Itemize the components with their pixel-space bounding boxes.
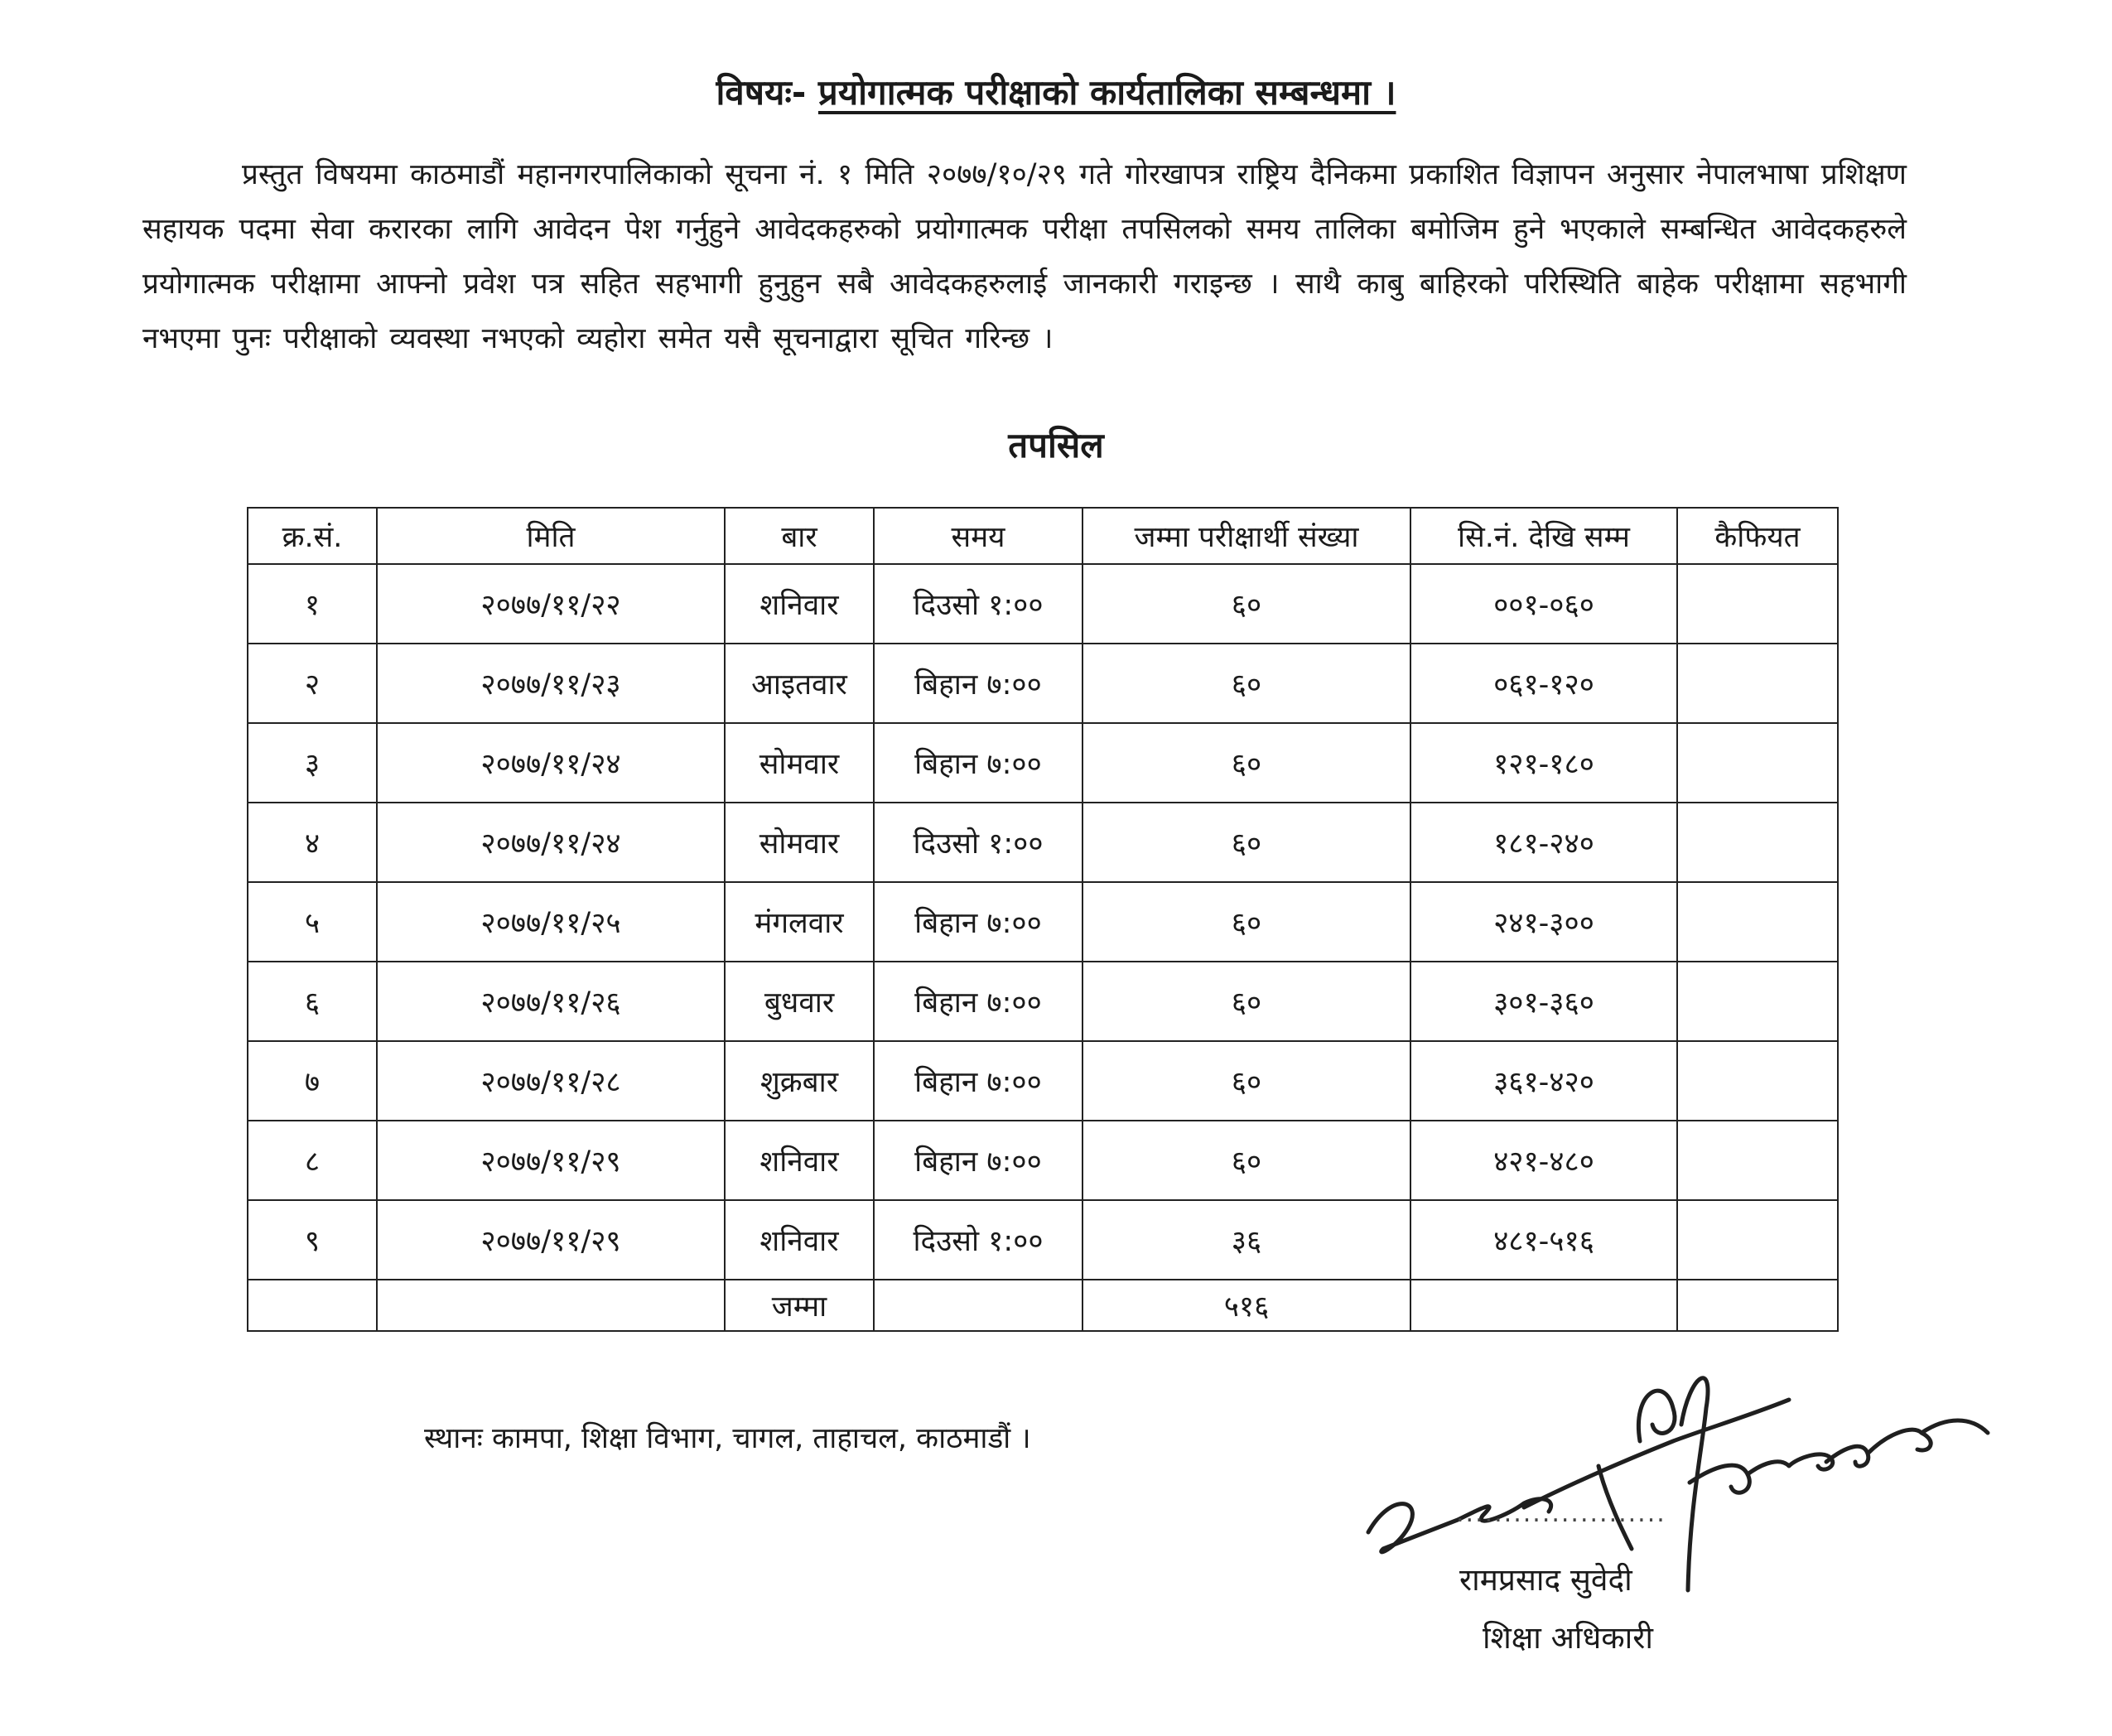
table-header-row	[248, 508, 1838, 564]
row-remarks	[1677, 644, 1838, 723]
total-empty-cell	[248, 1280, 377, 1331]
table-row	[248, 1121, 1838, 1200]
row-remarks	[1677, 723, 1838, 803]
table-row	[248, 644, 1838, 723]
header-total-candidates: जम्मा परीक्षार्थी संख्या	[1083, 508, 1410, 564]
row-serial: ४	[248, 803, 377, 882]
place-line: स्थानः कामपा, शिक्षा विभाग, चागल, ताहाचल, काठमाडौं ।	[424, 1422, 1031, 1455]
table-row	[248, 564, 1838, 644]
row-day: शुक्रबार	[725, 1041, 874, 1121]
subject-prefix: विषयः-	[716, 72, 807, 113]
exam-schedule-table	[247, 507, 1839, 1332]
total-empty-cell	[377, 1280, 725, 1331]
row-time: बिहान ७:००	[874, 1121, 1083, 1200]
row-candidate-count: ६०	[1083, 723, 1410, 803]
row-roll-range: ३६१-४२०	[1410, 1041, 1677, 1121]
total-count: ५१६	[1083, 1280, 1410, 1331]
row-time: दिउसो १:००	[874, 803, 1083, 882]
table-row	[248, 882, 1838, 962]
row-day: सोमवार	[725, 803, 874, 882]
row-roll-range: ३०१-३६०	[1410, 962, 1677, 1041]
row-date: २०७७/११/२५	[377, 882, 725, 962]
row-candidate-count: ६०	[1083, 1121, 1410, 1200]
row-day: बुधवार	[725, 962, 874, 1041]
row-roll-range: १८१-२४०	[1410, 803, 1677, 882]
row-date: २०७७/११/२८	[377, 1041, 725, 1121]
row-serial: ५	[248, 882, 377, 962]
row-date: २०७७/११/२६	[377, 962, 725, 1041]
table-row	[248, 1041, 1838, 1121]
total-empty-cell	[1410, 1280, 1677, 1331]
row-roll-range: ०६१-१२०	[1410, 644, 1677, 723]
row-candidate-count: ६०	[1083, 803, 1410, 882]
row-candidate-count: ६०	[1083, 882, 1410, 962]
row-remarks	[1677, 882, 1838, 962]
subject-title: प्रयोगात्मक परीक्षाको कार्यतालिका सम्बन्धमा ।	[817, 72, 1396, 113]
row-roll-range: ४२१-४८०	[1410, 1121, 1677, 1200]
header-day: बार	[725, 508, 874, 564]
row-serial: ९	[248, 1200, 377, 1280]
row-date: २०७७/११/२३	[377, 644, 725, 723]
document-subject	[0, 68, 2112, 115]
row-time: बिहान ७:००	[874, 644, 1083, 723]
row-candidate-count: ६०	[1083, 1041, 1410, 1121]
row-date: २०७७/११/२४	[377, 803, 725, 882]
row-roll-range: २४१-३००	[1410, 882, 1677, 962]
row-candidate-count: ६०	[1083, 962, 1410, 1041]
table-row	[248, 803, 1838, 882]
row-time: बिहान ७:००	[874, 882, 1083, 962]
table-total-row	[248, 1280, 1838, 1331]
row-day: शनिवार	[725, 564, 874, 644]
header-remarks: कैफियत	[1677, 508, 1838, 564]
table-row	[248, 1200, 1838, 1280]
signature-icon	[1358, 1342, 2004, 1623]
notice-body: प्रस्तुत विषयमा काठमाडौं महानगरपालिकाको सूचना नं. १ मिति २०७७/१०/२९ गते गोरखापत्र राष्ट्रिय दैनिकमा प्रकाशित विज्ञापन अनुसार नेपालभाषा प्रशिक्षण सहायक पदमा सेवा करारका लागि आवेदन पेश गर्नुहुने आवेदकहरुको प्रयोगात्मक परीक्षा तपसिलको समय तालिका बमोजिम हुने भएकाले सम्बन्धित आवेदकहरुले प्रयोगात्मक परीक्षामा आफ्नो प्रवेश पत्र सहित सहभागी हुनुहुन सबै आवेदकहरुलाई जानकारी गराइन्छ । साथै काबु बाहिरको परिस्थिति बाहेक परीक्षामा सहभागी नभएमा पुनः परीक्षाको व्यवस्था नभएको व्यहोरा समेत यसै सूचनाद्वारा सूचित गरिन्छ ।	[142, 158, 1907, 355]
row-date: २०७७/११/२२	[377, 564, 725, 644]
header-time: समय	[874, 508, 1083, 564]
row-candidate-count: ३६	[1083, 1200, 1410, 1280]
row-candidate-count: ६०	[1083, 644, 1410, 723]
row-day: मंगलवार	[725, 882, 874, 962]
row-time: बिहान ७:००	[874, 1041, 1083, 1121]
signature-dotted-line: ......................	[1456, 1499, 1666, 1528]
row-roll-range: १२१-१८०	[1410, 723, 1677, 803]
row-remarks	[1677, 1200, 1838, 1280]
signer-name: रामप्रसाद सुवेदी	[1459, 1562, 1632, 1598]
table-row	[248, 723, 1838, 803]
row-roll-range: ००१-०६०	[1410, 564, 1677, 644]
header-serial: क्र.सं.	[248, 508, 377, 564]
row-remarks	[1677, 803, 1838, 882]
row-remarks	[1677, 564, 1838, 644]
row-day: सोमवार	[725, 723, 874, 803]
table-row	[248, 962, 1838, 1041]
row-candidate-count: ६०	[1083, 564, 1410, 644]
row-serial: ६	[248, 962, 377, 1041]
header-roll-range: सि.नं. देखि सम्म	[1410, 508, 1677, 564]
signer-title: शिक्षा अधिकारी	[1483, 1620, 1653, 1656]
row-date: २०७७/११/२४	[377, 723, 725, 803]
row-remarks	[1677, 962, 1838, 1041]
row-date: २०७७/११/२९	[377, 1200, 725, 1280]
row-time: दिउसो १:००	[874, 1200, 1083, 1280]
row-roll-range: ४८१-५१६	[1410, 1200, 1677, 1280]
row-serial: ८	[248, 1121, 377, 1200]
total-empty-cell	[1677, 1280, 1838, 1331]
row-day: शनिवार	[725, 1121, 874, 1200]
row-time: दिउसो १:००	[874, 564, 1083, 644]
row-serial: ७	[248, 1041, 377, 1121]
total-empty-cell	[874, 1280, 1083, 1331]
row-time: बिहान ७:००	[874, 962, 1083, 1041]
total-label: जम्मा	[725, 1280, 874, 1331]
row-serial: ३	[248, 723, 377, 803]
row-serial: २	[248, 644, 377, 723]
row-remarks	[1677, 1121, 1838, 1200]
row-remarks	[1677, 1041, 1838, 1121]
row-day: आइतवार	[725, 644, 874, 723]
row-serial: १	[248, 564, 377, 644]
row-time: बिहान ७:००	[874, 723, 1083, 803]
header-date: मिति	[377, 508, 725, 564]
row-day: शनिवार	[725, 1200, 874, 1280]
details-heading: तपसिल	[1008, 425, 1104, 465]
row-date: २०७७/११/२९	[377, 1121, 725, 1200]
